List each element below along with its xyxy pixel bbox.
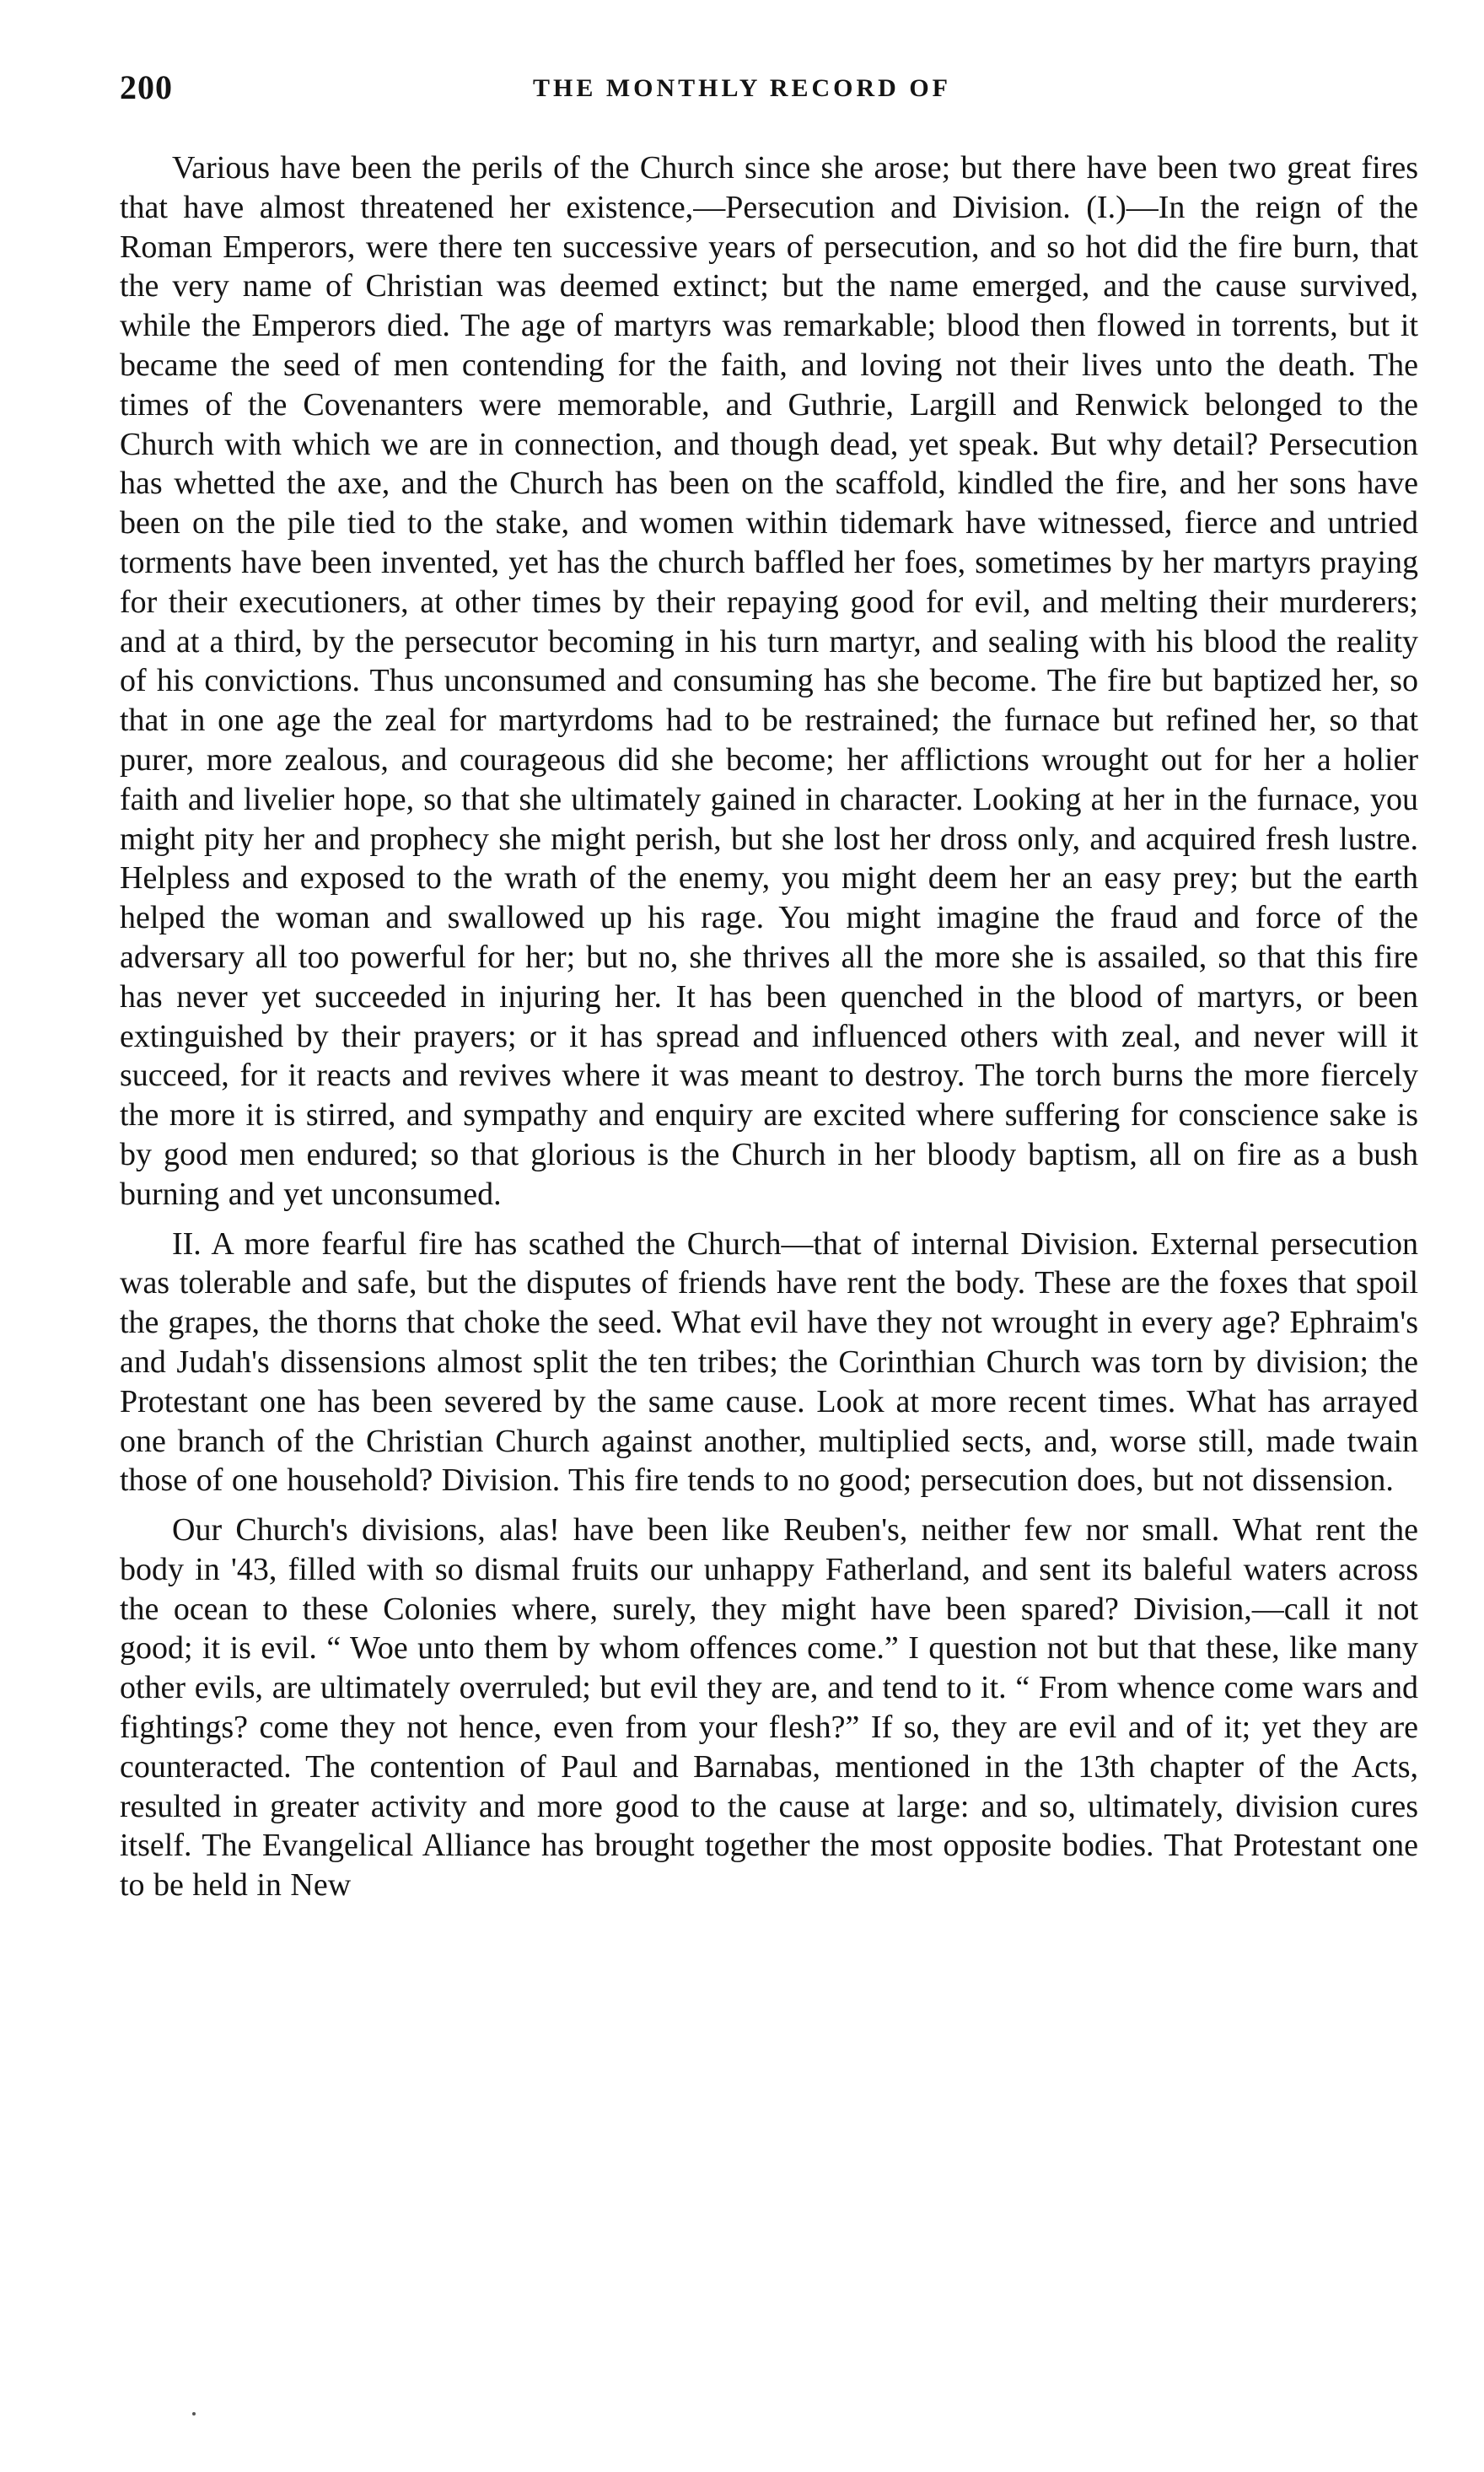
running-title: THE MONTHLY RECORD OF bbox=[533, 74, 951, 102]
page-header bbox=[120, 67, 1418, 127]
page-number: 200 bbox=[120, 68, 173, 106]
paragraph-church-divisions: Our Church's divisions, alas! have been like Reuben's, neither few nor small. What rent the body in '43, filled with so dismal fruits our unhappy Fatherland, and sent its baleful waters across the ocean to these Colonies where, surely, they might have been spared? Division,—call it not good; it is evil. “ Woe unto them by whom offences come.” I question not but that these, like many other evils, are ultimately overruled; but evil they are, and tend to it. “ From whence come wars and fightings? come they not hence, even from your flesh?” If so, they are evil and of it; yet they are counteracted. The contention of Paul and Barnabas, mentioned in the 13th chapter of the Acts, resulted in greater activity and more good to the cause at large: and so, ultimately, division cures itself. The Evangelical Alliance has brought together the most opposite bodies. That Protestant one to be held in New bbox=[120, 1512, 1418, 1904]
document-page bbox=[120, 67, 1418, 1915]
print-speck bbox=[192, 2412, 196, 2415]
paragraph-persecution: Various have been the perils of the Church since she arose; but there have been two great fires that have almost threatened her existence,—Persecution and Division. (I.)—In the reign of the Roman Emperors, were there ten successive years of persecution, and so hot did the fire burn, that the very name of Christian was deemed extinct; but the name emerged, and the cause survived, while the Emperors died. The age of martyrs was remarkable; blood then flowed in torrents, but it became the seed of men contending for the faith, and loving not their lives unto the death. The times of the Covenanters were memorable, and Guthrie, Largill and Renwick belonged to the Church with which we are in connection, and though dead, yet speak. But why detail? Persecution has whetted the axe, and the Church has been on the scaffold, kindled the fire, and her sons have been on the pile tied to the stake, and women within tidemark have witnessed, fierce and untried torments have been invented, yet has the church baffled her foes, sometimes by her martyrs praying for their executioners, at other times by their repaying good for evil, and melting their murderers; and at a third, by the persecutor becoming in his turn martyr, and sealing with his blood the reality of his convictions. Thus unconsumed and consuming has she become. The fire but baptized her, so that in one age the zeal for martyrdoms had to be restrained; the furnace but refined her, so that purer, more zealous, and courageous did she become; her afflictions wrought out for her a holier faith and livelier hope, so that she ultimately gained in character. Looking at her in the furnace, you might pity her and prophecy she might perish, but she lost her dross only, and acquired fresh lustre. Helpless and exposed to the wrath of the enemy, you might deem her an easy prey; but the earth helped the woman and swallowed up his rage. You might imagine the fraud and force of the adversary all too powerful for her; but no, she thrives all the more she is assailed, so that this fire has never yet succeeded in injuring her. It has been quenched in the blood of martyrs, or been extinguished by their prayers; or it has spread and influenced others with zeal, and never will it succeed, for it reacts and revives where it was meant to destroy. The torch burns the more fiercely the more it is stirred, and sympathy and enquiry are excited where suffering for conscience sake is by good men endured; so that glorious is the Church in her bloody baptism, all on fire as a bush burning and yet unconsumed. bbox=[120, 150, 1418, 1212]
paragraph-division: II. A more fearful fire has scathed the Church—that of internal Division. External persecution was tolerable and safe, but the disputes of friends have rent the body. These are the foxes that spoil the grapes, the thorns that choke the seed. What evil have they not wrought in every age? Ephraim's and Judah's dissensions almost split the ten tribes; the Corinthian Church was torn by division; the Protestant one has been severed by the same cause. Look at more recent times. What has arrayed one branch of the Christian Church against another, multiplied sects, and, worse still, made twain those of one household? Division. This fire tends to no good; persecution does, but not dissension. bbox=[120, 1225, 1418, 1499]
article-body bbox=[120, 148, 1418, 1905]
